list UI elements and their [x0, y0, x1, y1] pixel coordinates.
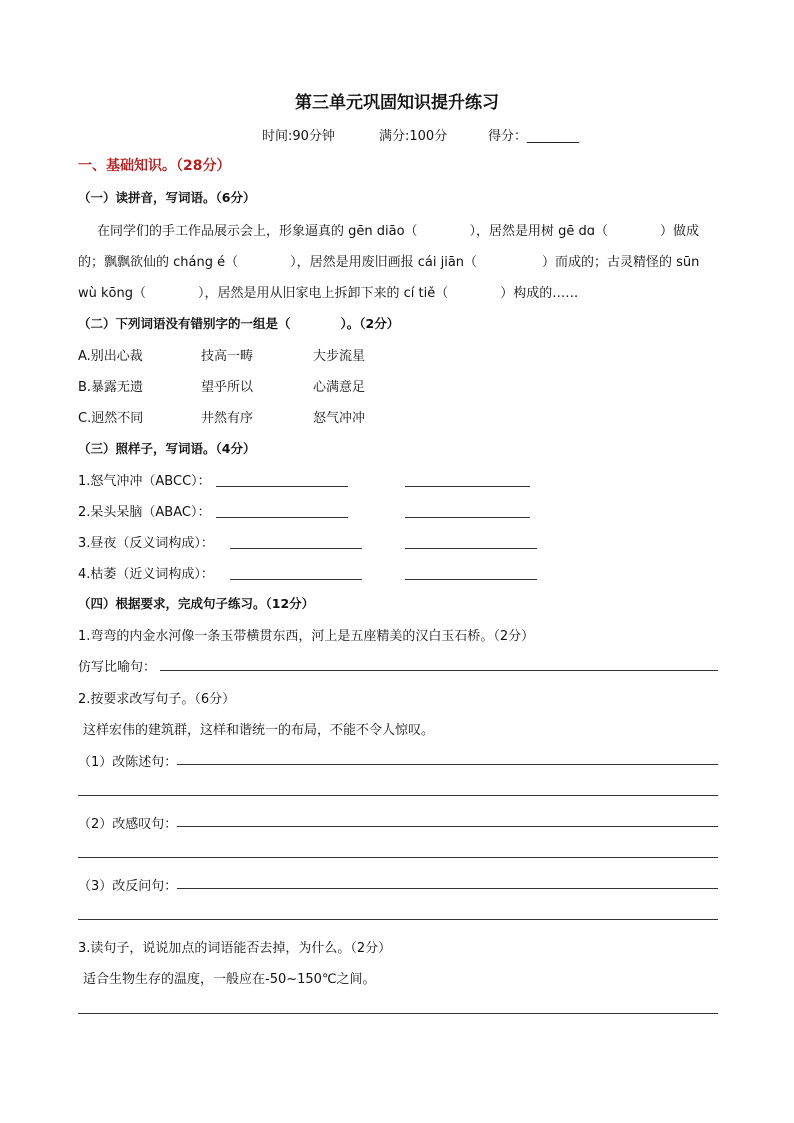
q4-simile-prompt: 仿写比喻句：: [78, 660, 157, 675]
q3-item-2-blank-2[interactable]: [405, 517, 530, 518]
q4-exclamatory-line-1[interactable]: [177, 826, 718, 827]
q3-item-1-blank-1[interactable]: [216, 486, 348, 487]
full-score-info: 满分:100分: [379, 129, 448, 144]
score-field: 得分：________: [488, 129, 580, 144]
q3-item-4-blank-1[interactable]: [230, 579, 362, 580]
q4-heading: （四）根据要求，完成句子练习。（12分）: [78, 596, 315, 611]
q4-simile-answer-line[interactable]: [160, 670, 718, 671]
q4-declarative-line-1[interactable]: [177, 764, 718, 765]
q2-heading: （二）下列词语没有错别字的一组是（ ）。（2分）: [78, 316, 400, 331]
section-basic-knowledge: 一、基础知识。（28分）: [78, 158, 231, 174]
q4-rhetorical-line-1[interactable]: [177, 888, 718, 889]
q4-sentence-2: 2.按要求改写句子。（6分）: [78, 692, 236, 707]
q2-option-a: A.别出心裁: [78, 349, 143, 364]
q2-option-b-word2: 望乎所以: [201, 380, 254, 395]
q2-option-b-word3: 心满意足: [313, 380, 366, 395]
q2-option-a-word2: 技高一畴: [201, 349, 254, 364]
q4-rewrite-rhetorical: （3）改反问句：: [78, 879, 178, 894]
q2-option-c-word2: 井然有序: [201, 411, 254, 426]
time-info: 时间:90分钟: [262, 129, 335, 144]
q4-sentence-2-text: 这样宏伟的建筑群，这样和谐统一的布局，不能不令人惊叹。: [83, 723, 435, 738]
q3-item-2: 2.呆头呆脑（ABAC）：: [78, 505, 211, 520]
q1-line-1: 在同学们的手工作品展示会上，形象逼真的 gēn diāo（ ），居然是用树 gē dɑ（ ）做成: [97, 224, 700, 239]
q2-option-c-word3: 怒气冲冲: [313, 411, 366, 426]
q1-line-2: 的；飘飘欲仙的 cháng é（ ），居然是用废旧画报 cái jiān（ ）而成的；古灵精怪的 sūn: [78, 255, 700, 270]
q2-option-b: B.暴露无遗: [78, 380, 144, 395]
q4-rewrite-declarative: （1）改陈述句：: [78, 755, 178, 770]
q4-rhetorical-line-2[interactable]: [78, 919, 718, 920]
q4-declarative-line-2[interactable]: [78, 795, 718, 796]
q3-item-1: 1.怒气冲冲（ABCC）：: [78, 474, 211, 489]
q4-sentence-3-text: 适合生物生存的温度，一般应在-50~150℃之间。: [83, 972, 376, 987]
q3-item-1-blank-2[interactable]: [405, 486, 530, 487]
q4-sentence-3: 3.读句子，说说加点的词语能否去掉，为什么。（2分）: [78, 941, 392, 956]
q1-line-3: wù kōng（ ），居然是用从旧家电上拆卸下来的 cí tiě（ ）构成的……: [78, 286, 579, 301]
q3-item-4: 4.枯萎（近义词构成）：: [78, 567, 214, 582]
q4-sentence-1: 1.弯弯的内金水河像一条玉带横贯东西，河上是五座精美的汉白玉石桥。（2分）: [78, 629, 535, 644]
q3-item-2-blank-1[interactable]: [216, 517, 348, 518]
q3-item-3: 3.昼夜（反义词构成）：: [78, 536, 214, 551]
q2-option-c: C.迥然不同: [78, 411, 144, 426]
q2-option-a-word3: 大步流星: [313, 349, 366, 364]
q3-heading: （三）照样子，写词语。（4分）: [78, 441, 256, 456]
q1-heading: （一）读拼音，写词语。（6分）: [78, 190, 256, 205]
q3-item-3-blank-2[interactable]: [405, 548, 537, 549]
q3-item-4-blank-2[interactable]: [405, 579, 537, 580]
q4-sentence-3-answer-line[interactable]: [78, 1013, 718, 1014]
q3-item-3-blank-1[interactable]: [230, 548, 362, 549]
q4-rewrite-exclamatory: （2）改感叹句：: [78, 817, 178, 832]
page-title: 第三单元巩固知识提升练习: [295, 93, 499, 113]
q4-exclamatory-line-2[interactable]: [78, 857, 718, 858]
